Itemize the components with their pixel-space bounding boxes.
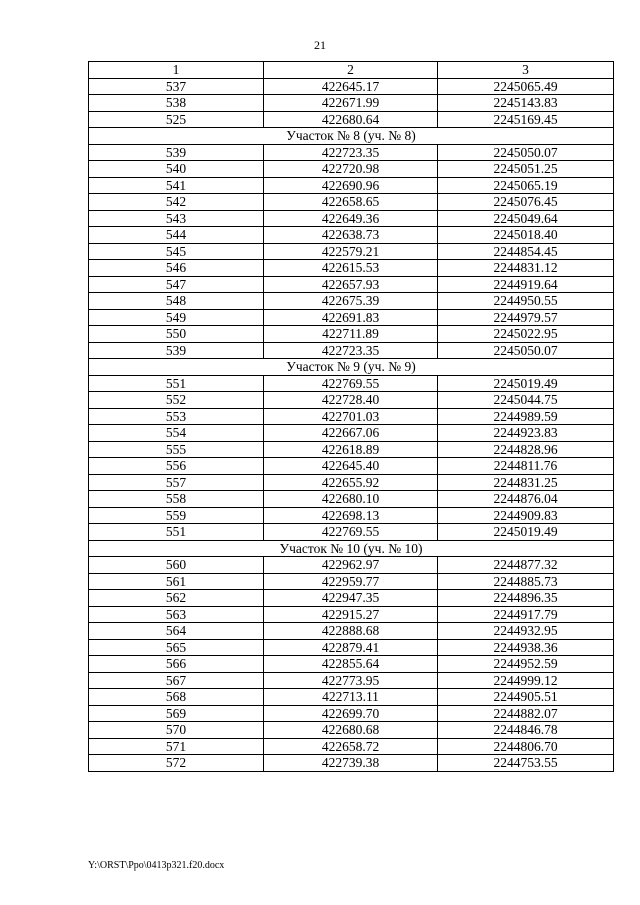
y-coordinate-cell: 2245019.49 [438, 524, 614, 541]
y-coordinate-cell: 2244909.83 [438, 507, 614, 524]
table-row [89, 375, 614, 392]
y-coordinate-cell: 2245169.45 [438, 111, 614, 128]
table-row [89, 210, 614, 227]
x-coordinate-cell: 422713.11 [264, 689, 438, 706]
table-row [89, 606, 614, 623]
table-row [89, 672, 614, 689]
y-coordinate-cell: 2244923.83 [438, 425, 614, 442]
table-row [89, 689, 614, 706]
table-row [89, 326, 614, 343]
x-coordinate-cell: 422959.77 [264, 573, 438, 590]
footer-file-path: Y:\ORST\Ppo\0413p321.f20.docx [88, 860, 225, 871]
column-header-2: 2 [264, 62, 438, 79]
point-number-cell: 562 [89, 590, 264, 607]
table-row [89, 309, 614, 326]
x-coordinate-cell: 422618.89 [264, 441, 438, 458]
x-coordinate-cell: 422649.36 [264, 210, 438, 227]
point-number-cell: 551 [89, 524, 264, 541]
point-number-cell: 561 [89, 573, 264, 590]
y-coordinate-cell: 2244917.79 [438, 606, 614, 623]
y-coordinate-cell: 2244896.35 [438, 590, 614, 607]
table-row [89, 260, 614, 277]
y-coordinate-cell: 2245050.07 [438, 144, 614, 161]
table-row [89, 639, 614, 656]
table-row [89, 755, 614, 772]
point-number-cell: 539 [89, 342, 264, 359]
x-coordinate-cell: 422645.17 [264, 78, 438, 95]
y-coordinate-cell: 2245022.95 [438, 326, 614, 343]
point-number-cell: 549 [89, 309, 264, 326]
table-row [89, 458, 614, 475]
table-row [89, 111, 614, 128]
x-coordinate-cell: 422698.13 [264, 507, 438, 524]
x-coordinate-cell: 422680.10 [264, 491, 438, 508]
table-row [89, 491, 614, 508]
x-coordinate-cell: 422728.40 [264, 392, 438, 409]
x-coordinate-cell: 422701.03 [264, 408, 438, 425]
point-number-cell: 544 [89, 227, 264, 244]
y-coordinate-cell: 2244932.95 [438, 623, 614, 640]
y-coordinate-cell: 2244846.78 [438, 722, 614, 739]
point-number-cell: 525 [89, 111, 264, 128]
point-number-cell: 538 [89, 95, 264, 112]
y-coordinate-cell: 2245076.45 [438, 194, 614, 211]
y-coordinate-cell: 2244854.45 [438, 243, 614, 260]
point-number-cell: 568 [89, 689, 264, 706]
x-coordinate-cell: 422888.68 [264, 623, 438, 640]
point-number-cell: 554 [89, 425, 264, 442]
point-number-cell: 545 [89, 243, 264, 260]
x-coordinate-cell: 422723.35 [264, 144, 438, 161]
y-coordinate-cell: 2245044.75 [438, 392, 614, 409]
x-coordinate-cell: 422615.53 [264, 260, 438, 277]
table-row [89, 227, 614, 244]
y-coordinate-cell: 2244905.51 [438, 689, 614, 706]
y-coordinate-cell: 2245065.49 [438, 78, 614, 95]
y-coordinate-cell: 2244885.73 [438, 573, 614, 590]
y-coordinate-cell: 2244753.55 [438, 755, 614, 772]
y-coordinate-cell: 2244831.12 [438, 260, 614, 277]
point-number-cell: 556 [89, 458, 264, 475]
table-row [89, 656, 614, 673]
point-number-cell: 567 [89, 672, 264, 689]
y-coordinate-cell: 2244950.55 [438, 293, 614, 310]
x-coordinate-cell: 422773.95 [264, 672, 438, 689]
y-coordinate-cell: 2244989.59 [438, 408, 614, 425]
x-coordinate-cell: 422667.06 [264, 425, 438, 442]
y-coordinate-cell: 2244806.70 [438, 738, 614, 755]
x-coordinate-cell: 422638.73 [264, 227, 438, 244]
point-number-cell: 546 [89, 260, 264, 277]
table-row [89, 78, 614, 95]
column-header-1: 1 [89, 62, 264, 79]
point-number-cell: 555 [89, 441, 264, 458]
y-coordinate-cell: 2244877.32 [438, 557, 614, 574]
point-number-cell: 542 [89, 194, 264, 211]
point-number-cell: 557 [89, 474, 264, 491]
point-number-cell: 566 [89, 656, 264, 673]
coordinates-table [88, 61, 614, 772]
table-row [89, 276, 614, 293]
point-number-cell: 550 [89, 326, 264, 343]
x-coordinate-cell: 422680.68 [264, 722, 438, 739]
table-row [89, 524, 614, 541]
point-number-cell: 558 [89, 491, 264, 508]
x-coordinate-cell: 422675.39 [264, 293, 438, 310]
y-coordinate-cell: 2244952.59 [438, 656, 614, 673]
section-header-row [89, 540, 614, 557]
table-row [89, 573, 614, 590]
x-coordinate-cell: 422739.38 [264, 755, 438, 772]
y-coordinate-cell: 2244828.96 [438, 441, 614, 458]
y-coordinate-cell: 2244811.76 [438, 458, 614, 475]
table-row [89, 557, 614, 574]
point-number-cell: 570 [89, 722, 264, 739]
x-coordinate-cell: 422947.35 [264, 590, 438, 607]
point-number-cell: 565 [89, 639, 264, 656]
point-number-cell: 551 [89, 375, 264, 392]
x-coordinate-cell: 422962.97 [264, 557, 438, 574]
table-row [89, 194, 614, 211]
table-row [89, 392, 614, 409]
table-row [89, 342, 614, 359]
x-coordinate-cell: 422720.98 [264, 161, 438, 178]
x-coordinate-cell: 422879.41 [264, 639, 438, 656]
table-row [89, 144, 614, 161]
table-row [89, 408, 614, 425]
x-coordinate-cell: 422680.64 [264, 111, 438, 128]
point-number-cell: 563 [89, 606, 264, 623]
y-coordinate-cell: 2245049.64 [438, 210, 614, 227]
y-coordinate-cell: 2245143.83 [438, 95, 614, 112]
table-row [89, 293, 614, 310]
y-coordinate-cell: 2245065.19 [438, 177, 614, 194]
point-number-cell: 543 [89, 210, 264, 227]
x-coordinate-cell: 422645.40 [264, 458, 438, 475]
table-body [89, 62, 614, 772]
column-header-3: 3 [438, 62, 614, 79]
point-number-cell: 541 [89, 177, 264, 194]
x-coordinate-cell: 422711.89 [264, 326, 438, 343]
point-number-cell: 548 [89, 293, 264, 310]
y-coordinate-cell: 2245018.40 [438, 227, 614, 244]
section-header-row [89, 359, 614, 376]
point-number-cell: 564 [89, 623, 264, 640]
x-coordinate-cell: 422658.72 [264, 738, 438, 755]
section-title: Участок № 9 (уч. № 9) [89, 359, 614, 376]
x-coordinate-cell: 422655.92 [264, 474, 438, 491]
section-title: Участок № 8 (уч. № 8) [89, 128, 614, 145]
x-coordinate-cell: 422699.70 [264, 705, 438, 722]
table-row [89, 161, 614, 178]
section-title: Участок № 10 (уч. № 10) [89, 540, 614, 557]
y-coordinate-cell: 2244882.07 [438, 705, 614, 722]
page-number: 21 [314, 38, 326, 52]
y-coordinate-cell: 2244919.64 [438, 276, 614, 293]
y-coordinate-cell: 2245050.07 [438, 342, 614, 359]
table-row [89, 722, 614, 739]
table-row [89, 95, 614, 112]
y-coordinate-cell: 2244979.57 [438, 309, 614, 326]
x-coordinate-cell: 422691.83 [264, 309, 438, 326]
point-number-cell: 572 [89, 755, 264, 772]
point-number-cell: 537 [89, 78, 264, 95]
table-row [89, 177, 614, 194]
table-row [89, 590, 614, 607]
table-row [89, 441, 614, 458]
y-coordinate-cell: 2245051.25 [438, 161, 614, 178]
point-number-cell: 552 [89, 392, 264, 409]
y-coordinate-cell: 2244831.25 [438, 474, 614, 491]
x-coordinate-cell: 422769.55 [264, 524, 438, 541]
x-coordinate-cell: 422769.55 [264, 375, 438, 392]
y-coordinate-cell: 2245019.49 [438, 375, 614, 392]
x-coordinate-cell: 422579.21 [264, 243, 438, 260]
x-coordinate-cell: 422690.96 [264, 177, 438, 194]
x-coordinate-cell: 422915.27 [264, 606, 438, 623]
y-coordinate-cell: 2244876.04 [438, 491, 614, 508]
x-coordinate-cell: 422855.64 [264, 656, 438, 673]
point-number-cell: 553 [89, 408, 264, 425]
table-row [89, 474, 614, 491]
point-number-cell: 569 [89, 705, 264, 722]
section-header-row [89, 128, 614, 145]
point-number-cell: 559 [89, 507, 264, 524]
point-number-cell: 547 [89, 276, 264, 293]
table-row [89, 507, 614, 524]
table-row [89, 705, 614, 722]
table-row [89, 738, 614, 755]
table-row [89, 243, 614, 260]
point-number-cell: 571 [89, 738, 264, 755]
table-row [89, 623, 614, 640]
table-row [89, 425, 614, 442]
x-coordinate-cell: 422723.35 [264, 342, 438, 359]
y-coordinate-cell: 2244938.36 [438, 639, 614, 656]
x-coordinate-cell: 422657.93 [264, 276, 438, 293]
point-number-cell: 539 [89, 144, 264, 161]
point-number-cell: 560 [89, 557, 264, 574]
point-number-cell: 540 [89, 161, 264, 178]
x-coordinate-cell: 422658.65 [264, 194, 438, 211]
x-coordinate-cell: 422671.99 [264, 95, 438, 112]
y-coordinate-cell: 2244999.12 [438, 672, 614, 689]
table-header-row [89, 62, 614, 79]
